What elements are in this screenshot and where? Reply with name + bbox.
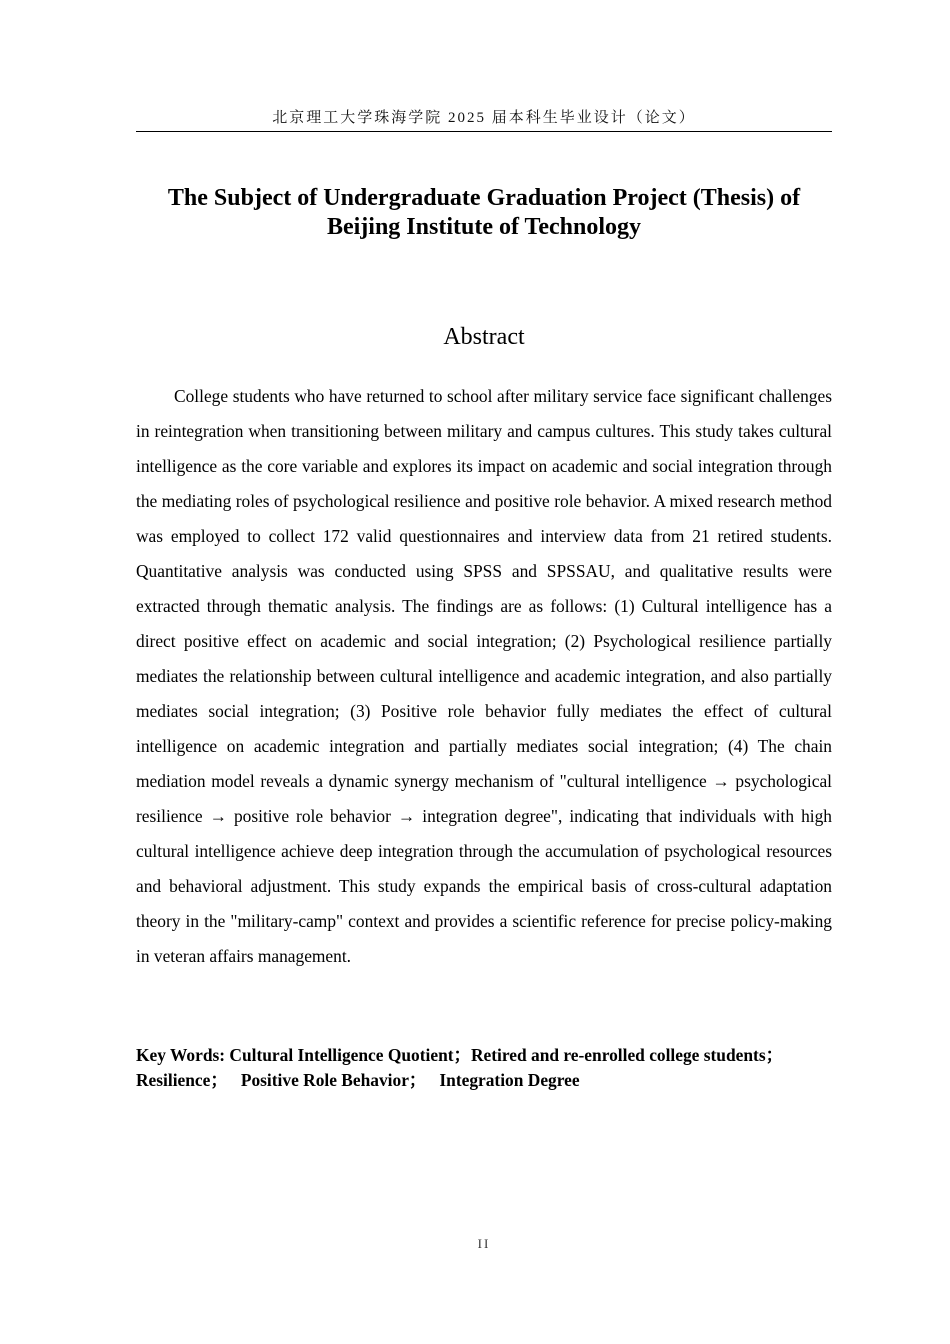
abstract-body: College students who have returned to school after military service face significant challenges in reintegration when transitioning between military and campus cultures. This study takes cultural intelligence as the core variable and explores its impact on academic and social integration through the mediating roles of psychological resilience and positive role behavior. A mixed research method was employed to collect 172 valid questionnaires and interview data from 21 retired students. Quantitative analysis was conducted using SPSS and SPSSAU, and qualitative results were extracted through thematic analysis. The findings are as follows: (1) Cultural intelligence has a direct positive effect on academic and social integration; (2) Psychological resilience partially mediates the relationship between cultural intelligence and academic integration, and also partially mediates social integration; (3) Positive role behavior fully mediates the effect of cultural intelligence on academic integration and partially mediates social integration; (4) The chain mediation model reveals a dynamic synergy mechanism of "cultural intelligence → psychological resilience → positive role behavior → integration degree", indicating that individuals with high cultural intelligence achieve deep integration through the accumulation of psychological resources and behavioral adjustment. This study expands the empirical basis of cross-cultural adaptation theory in the "military-camp" context and provides a scientific reference for precise policy-making in veteran affairs management. <box>136 386 832 966</box>
abstract-heading: Abstract <box>443 324 525 350</box>
thesis-title <box>136 184 832 242</box>
keyword-item: Resilience <box>136 1070 211 1090</box>
thesis-title-line-1: The Subject of Undergraduate Graduation Project (Thesis) of <box>167 185 801 211</box>
thesis-title-line-2: Beijing Institute of Technology <box>326 214 642 240</box>
keyword-separator: ； <box>453 1045 471 1065</box>
keyword-item: Positive Role Behavior <box>240 1070 409 1090</box>
keyword-item: Cultural Intelligence Quotient <box>229 1045 454 1065</box>
running-header: 北京理工大学珠海学院 2025 届本科生毕业设计（论文） <box>272 110 696 126</box>
keyword-item: Integration Degree <box>439 1070 580 1090</box>
keyword-item: Retired and re-enrolled college students <box>470 1045 766 1065</box>
page-number: II <box>477 1236 491 1251</box>
keyword-separator: ； <box>210 1070 228 1090</box>
header-rule <box>136 131 832 132</box>
keyword-separator: ； <box>408 1070 427 1090</box>
keywords-label: Key Words: <box>136 1045 230 1065</box>
keyword-separator: ； <box>765 1045 784 1065</box>
keywords <box>136 1043 848 1093</box>
